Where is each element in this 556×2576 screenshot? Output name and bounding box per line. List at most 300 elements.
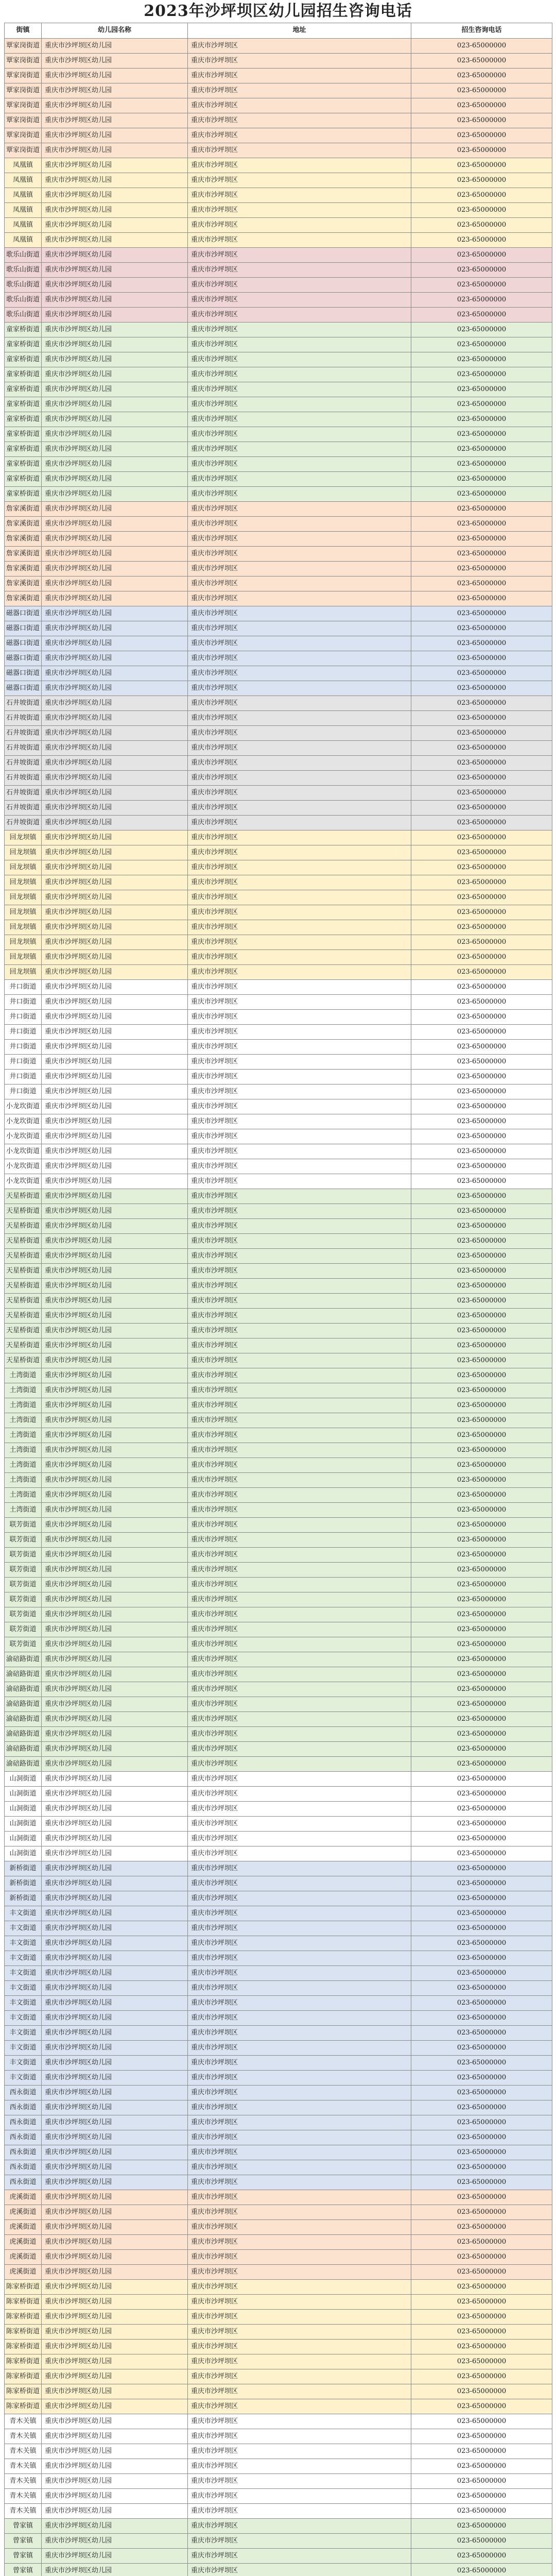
cell-address: 重庆市沙坪坝区 (188, 382, 411, 397)
cell-street: 丰文街道 (5, 1996, 42, 2010)
cell-street: 覃家岗街道 (5, 113, 42, 128)
cell-address: 重庆市沙坪坝区 (188, 2071, 411, 2085)
cell-name: 重庆市沙坪坝区幼儿园 (42, 1667, 188, 1682)
cell-name: 重庆市沙坪坝区幼儿园 (42, 2280, 188, 2294)
cell-street: 童家桥街道 (5, 442, 42, 456)
table-row (5, 1533, 552, 1548)
table-row (5, 1443, 552, 1458)
cell-name: 重庆市沙坪坝区幼儿园 (42, 39, 188, 53)
cell-phone: 023-65000000 (411, 472, 552, 486)
cell-name: 重庆市沙坪坝区幼儿园 (42, 397, 188, 412)
cell-name: 重庆市沙坪坝区幼儿园 (42, 1234, 188, 1248)
cell-phone: 023-65000000 (411, 845, 552, 860)
cell-name: 重庆市沙坪坝区幼儿园 (42, 621, 188, 636)
table-row (5, 1578, 552, 1592)
cell-name: 重庆市沙坪坝区幼儿园 (42, 1309, 188, 1323)
table-row (5, 965, 552, 980)
cell-name: 重庆市沙坪坝区幼儿园 (42, 1906, 188, 1921)
cell-street: 小龙坎街道 (5, 1159, 42, 1174)
cell-address: 重庆市沙坪坝区 (188, 2295, 411, 2309)
cell-street: 歌乐山街道 (5, 278, 42, 292)
table-row (5, 2444, 552, 2459)
cell-street: 天星桥街道 (5, 1294, 42, 1308)
cell-name: 重庆市沙坪坝区幼儿园 (42, 905, 188, 920)
cell-address: 重庆市沙坪坝区 (188, 2310, 411, 2324)
cell-address: 重庆市沙坪坝区 (188, 2564, 411, 2576)
cell-street: 石井坡街道 (5, 696, 42, 710)
table-row (5, 2399, 552, 2414)
cell-name: 重庆市沙坪坝区幼儿园 (42, 2041, 188, 2055)
cell-name: 重庆市沙坪坝区幼儿园 (42, 158, 188, 173)
table-row (5, 2145, 552, 2160)
cell-phone: 023-65000000 (411, 1802, 552, 1816)
cell-name: 重庆市沙坪坝区幼儿园 (42, 875, 188, 890)
cell-address: 重庆市沙坪坝区 (188, 2549, 411, 2563)
table-row (5, 1428, 552, 1443)
cell-name: 重庆市沙坪坝区幼儿园 (42, 203, 188, 217)
cell-phone: 023-65000000 (411, 2519, 552, 2533)
cell-address: 重庆市沙坪坝区 (188, 1518, 411, 1532)
table-row (5, 696, 552, 711)
cell-name: 重庆市沙坪坝区幼儿园 (42, 1832, 188, 1846)
table-row (5, 1592, 552, 1607)
cell-street: 童家桥街道 (5, 337, 42, 352)
cell-address: 重庆市沙坪坝区 (188, 995, 411, 1009)
table-row (5, 457, 552, 472)
cell-phone: 023-65000000 (411, 2086, 552, 2100)
cell-phone: 023-65000000 (411, 2280, 552, 2294)
cell-street: 歌乐山街道 (5, 308, 42, 322)
cell-name: 重庆市沙坪坝区幼儿园 (42, 1921, 188, 1936)
table-row (5, 1906, 552, 1921)
cell-street: 石井坡街道 (5, 726, 42, 740)
cell-name: 重庆市沙坪坝区幼儿园 (42, 1802, 188, 1816)
cell-street: 丰文街道 (5, 2071, 42, 2085)
cell-street: 土湾街道 (5, 1458, 42, 1472)
table-row (5, 2489, 552, 2504)
cell-phone: 023-65000000 (411, 562, 552, 576)
cell-street: 井口街道 (5, 1040, 42, 1054)
cell-phone: 023-65000000 (411, 786, 552, 800)
cell-street: 西永街道 (5, 2145, 42, 2160)
table-row (5, 1368, 552, 1383)
cell-phone: 023-65000000 (411, 1727, 552, 1741)
cell-name: 重庆市沙坪坝区幼儿园 (42, 367, 188, 382)
table-row (5, 2130, 552, 2145)
cell-address: 重庆市沙坪坝区 (188, 278, 411, 292)
cell-street: 童家桥街道 (5, 367, 42, 382)
header-phone: 招生咨询电话 (411, 23, 552, 38)
cell-phone: 023-65000000 (411, 2564, 552, 2576)
cell-address: 重庆市沙坪坝区 (188, 1727, 411, 1741)
cell-street: 山洞街道 (5, 1846, 42, 1861)
cell-street: 石井坡街道 (5, 741, 42, 755)
cell-phone: 023-65000000 (411, 1682, 552, 1697)
table-row (5, 935, 552, 950)
cell-street: 天星桥街道 (5, 1264, 42, 1278)
cell-name: 重庆市沙坪坝区幼儿园 (42, 113, 188, 128)
cell-phone: 023-65000000 (411, 128, 552, 143)
cell-phone: 023-65000000 (411, 1324, 552, 1338)
cell-name: 重庆市沙坪坝区幼儿园 (42, 547, 188, 561)
cell-street: 渝碚路街道 (5, 1742, 42, 1756)
cell-phone: 023-65000000 (411, 1055, 552, 1069)
cell-name: 重庆市沙坪坝区幼儿园 (42, 1055, 188, 1069)
cell-phone: 023-65000000 (411, 547, 552, 561)
table-row (5, 2265, 552, 2280)
cell-street: 磁器口街道 (5, 621, 42, 636)
cell-name: 重庆市沙坪坝区幼儿园 (42, 741, 188, 755)
table-row (5, 621, 552, 636)
cell-name: 重庆市沙坪坝区幼儿园 (42, 1563, 188, 1577)
cell-address: 重庆市沙坪坝区 (188, 143, 411, 158)
cell-name: 重庆市沙坪坝区幼儿园 (42, 1204, 188, 1218)
cell-street: 丰文街道 (5, 1921, 42, 1936)
cell-address: 重庆市沙坪坝区 (188, 323, 411, 337)
cell-phone: 023-65000000 (411, 2175, 552, 2190)
table-row (5, 263, 552, 278)
cell-name: 重庆市沙坪坝区幼儿园 (42, 1443, 188, 1458)
cell-address: 重庆市沙坪坝区 (188, 2280, 411, 2294)
cell-address: 重庆市沙坪坝区 (188, 1353, 411, 1368)
cell-address: 重庆市沙坪坝区 (188, 845, 411, 860)
cell-name: 重庆市沙坪坝区幼儿园 (42, 1652, 188, 1667)
cell-street: 渝碚路街道 (5, 1652, 42, 1667)
cell-phone: 023-65000000 (411, 1338, 552, 1353)
cell-address: 重庆市沙坪坝区 (188, 1966, 411, 1980)
cell-name: 重庆市沙坪坝区幼儿园 (42, 128, 188, 143)
cell-street: 凤凰镇 (5, 188, 42, 202)
cell-phone: 023-65000000 (411, 577, 552, 591)
cell-address: 重庆市沙坪坝区 (188, 1712, 411, 1726)
cell-street: 渝碚路街道 (5, 1712, 42, 1726)
table-row (5, 2429, 552, 2444)
cell-street: 詹家溪街道 (5, 547, 42, 561)
cell-street: 石井坡街道 (5, 711, 42, 725)
cell-street: 联芳街道 (5, 1637, 42, 1652)
cell-name: 重庆市沙坪坝区幼儿园 (42, 801, 188, 815)
header-address: 地址 (188, 23, 411, 38)
table-row (5, 188, 552, 203)
table-row (5, 577, 552, 591)
cell-address: 重庆市沙坪坝区 (188, 308, 411, 322)
cell-phone: 023-65000000 (411, 696, 552, 710)
cell-address: 重庆市沙坪坝区 (188, 1144, 411, 1159)
cell-address: 重庆市沙坪坝区 (188, 1921, 411, 1936)
header-street: 街镇 (5, 23, 42, 38)
table-row (5, 2160, 552, 2175)
table-row (5, 726, 552, 741)
cell-name: 重庆市沙坪坝区幼儿园 (42, 2100, 188, 2115)
cell-address: 重庆市沙坪坝区 (188, 188, 411, 202)
cell-phone: 023-65000000 (411, 980, 552, 994)
cell-phone: 023-65000000 (411, 1817, 552, 1831)
cell-address: 重庆市沙坪坝区 (188, 487, 411, 501)
cell-street: 陈家桥街道 (5, 2354, 42, 2369)
cell-address: 重庆市沙坪坝区 (188, 2399, 411, 2414)
cell-phone: 023-65000000 (411, 2399, 552, 2414)
table-row (5, 2220, 552, 2235)
table-row (5, 2384, 552, 2399)
cell-phone: 023-65000000 (411, 681, 552, 696)
cell-street: 西永街道 (5, 2086, 42, 2100)
cell-phone: 023-65000000 (411, 741, 552, 755)
table-row (5, 1084, 552, 1099)
cell-phone: 023-65000000 (411, 218, 552, 232)
cell-name: 重庆市沙坪坝区幼儿园 (42, 2474, 188, 2488)
cell-street: 磁器口街道 (5, 651, 42, 666)
table-row (5, 2295, 552, 2310)
cell-phone: 023-65000000 (411, 2071, 552, 2085)
cell-street: 曾家镇 (5, 2549, 42, 2563)
cell-name: 重庆市沙坪坝区幼儿园 (42, 1294, 188, 1308)
table-body (5, 39, 552, 2576)
table-row (5, 1234, 552, 1249)
cell-street: 山洞街道 (5, 1772, 42, 1786)
cell-name: 重庆市沙坪坝区幼儿园 (42, 1279, 188, 1293)
cell-phone: 023-65000000 (411, 1443, 552, 1458)
table-row (5, 1159, 552, 1174)
table-row (5, 293, 552, 308)
cell-name: 重庆市沙坪坝区幼儿园 (42, 2115, 188, 2130)
cell-phone: 023-65000000 (411, 771, 552, 785)
cell-street: 井口街道 (5, 1084, 42, 1099)
cell-phone: 023-65000000 (411, 1906, 552, 1921)
cell-address: 重庆市沙坪坝区 (188, 2369, 411, 2384)
cell-name: 重庆市沙坪坝区幼儿园 (42, 1264, 188, 1278)
cell-address: 重庆市沙坪坝区 (188, 2489, 411, 2503)
cell-address: 重庆市沙坪坝区 (188, 1996, 411, 2010)
table-row (5, 1757, 552, 1772)
cell-address: 重庆市沙坪坝区 (188, 1592, 411, 1607)
cell-street: 渝碚路街道 (5, 1682, 42, 1697)
table-row (5, 1622, 552, 1637)
table-row (5, 173, 552, 188)
cell-address: 重庆市沙坪坝区 (188, 905, 411, 920)
cell-address: 重庆市沙坪坝区 (188, 1578, 411, 1592)
cell-street: 回龙坝镇 (5, 950, 42, 964)
cell-phone: 023-65000000 (411, 2325, 552, 2339)
cell-name: 重庆市沙坪坝区幼儿园 (42, 382, 188, 397)
cell-phone: 023-65000000 (411, 1533, 552, 1547)
cell-phone: 023-65000000 (411, 1891, 552, 1906)
cell-address: 重庆市沙坪坝区 (188, 2534, 411, 2548)
cell-name: 重庆市沙坪坝区幼儿园 (42, 1099, 188, 1114)
cell-address: 重庆市沙坪坝区 (188, 591, 411, 606)
cell-street: 丰文街道 (5, 2026, 42, 2040)
cell-street: 天星桥街道 (5, 1338, 42, 1353)
cell-address: 重庆市沙坪坝区 (188, 2205, 411, 2219)
cell-street: 青木关镇 (5, 2429, 42, 2444)
cell-name: 重庆市沙坪坝区幼儿园 (42, 950, 188, 964)
cell-street: 井口街道 (5, 995, 42, 1009)
cell-street: 回龙坝镇 (5, 965, 42, 979)
table-row (5, 1413, 552, 1428)
cell-address: 重庆市沙坪坝区 (188, 1473, 411, 1487)
table-row (5, 1144, 552, 1159)
cell-street: 陈家桥街道 (5, 2280, 42, 2294)
cell-street: 青木关镇 (5, 2444, 42, 2459)
cell-phone: 023-65000000 (411, 427, 552, 442)
cell-phone: 023-65000000 (411, 2459, 552, 2473)
cell-street: 虎溪街道 (5, 2235, 42, 2249)
cell-address: 重庆市沙坪坝区 (188, 1832, 411, 1846)
table-row (5, 1040, 552, 1055)
cell-street: 凤凰镇 (5, 203, 42, 217)
cell-street: 渝碚路街道 (5, 1697, 42, 1711)
cell-address: 重庆市沙坪坝区 (188, 1891, 411, 1906)
cell-name: 重庆市沙坪坝区幼儿园 (42, 1070, 188, 1084)
cell-phone: 023-65000000 (411, 591, 552, 606)
cell-name: 重庆市沙坪坝区幼儿园 (42, 1607, 188, 1622)
cell-address: 重庆市沙坪坝区 (188, 1936, 411, 1951)
cell-phone: 023-65000000 (411, 2041, 552, 2055)
cell-phone: 023-65000000 (411, 1114, 552, 1129)
cell-address: 重庆市沙坪坝区 (188, 875, 411, 890)
cell-phone: 023-65000000 (411, 1578, 552, 1592)
table-row (5, 1981, 552, 1996)
table-row (5, 2280, 552, 2295)
cell-phone: 023-65000000 (411, 2220, 552, 2234)
cell-name: 重庆市沙坪坝区幼儿园 (42, 2026, 188, 2040)
cell-name: 重庆市沙坪坝区幼儿园 (42, 2534, 188, 2548)
cell-phone: 023-65000000 (411, 1936, 552, 1951)
cell-address: 重庆市沙坪坝区 (188, 965, 411, 979)
cell-name: 重庆市沙坪坝区幼儿园 (42, 1787, 188, 1801)
table-header-row (5, 23, 552, 39)
cell-name: 重庆市沙坪坝区幼儿园 (42, 1114, 188, 1129)
cell-phone: 023-65000000 (411, 1428, 552, 1443)
cell-street: 西永街道 (5, 2160, 42, 2175)
cell-street: 青木关镇 (5, 2474, 42, 2488)
cell-name: 重庆市沙坪坝区幼儿园 (42, 1189, 188, 1204)
cell-address: 重庆市沙坪坝区 (188, 1294, 411, 1308)
table-row (5, 1383, 552, 1398)
cell-address: 重庆市沙坪坝区 (188, 2235, 411, 2249)
cell-name: 重庆市沙坪坝区幼儿园 (42, 1324, 188, 1338)
cell-address: 重庆市沙坪坝区 (188, 1787, 411, 1801)
cell-address: 重庆市沙坪坝区 (188, 2459, 411, 2473)
table-row (5, 1817, 552, 1832)
cell-street: 西永街道 (5, 2115, 42, 2130)
cell-address: 重庆市沙坪坝区 (188, 2220, 411, 2234)
table-row (5, 502, 552, 517)
table-row (5, 1772, 552, 1787)
table-row (5, 128, 552, 143)
cell-street: 天星桥街道 (5, 1353, 42, 1368)
cell-phone: 023-65000000 (411, 2190, 552, 2205)
table-row (5, 1338, 552, 1353)
cell-address: 重庆市沙坪坝区 (188, 1189, 411, 1204)
cell-phone: 023-65000000 (411, 1040, 552, 1054)
table-row (5, 1279, 552, 1294)
cell-phone: 023-65000000 (411, 2534, 552, 2548)
cell-street: 土湾街道 (5, 1473, 42, 1487)
table-row (5, 1398, 552, 1413)
table-row (5, 233, 552, 248)
cell-address: 重庆市沙坪坝区 (188, 1951, 411, 1965)
cell-name: 重庆市沙坪坝区幼儿园 (42, 2444, 188, 2459)
cell-address: 重庆市沙坪坝区 (188, 2130, 411, 2145)
table-row (5, 1891, 552, 1906)
table-row (5, 1518, 552, 1533)
table-row (5, 367, 552, 382)
table-row (5, 397, 552, 412)
cell-name: 重庆市沙坪坝区幼儿园 (42, 143, 188, 158)
cell-name: 重庆市沙坪坝区幼儿园 (42, 2071, 188, 2085)
cell-name: 重庆市沙坪坝区幼儿园 (42, 54, 188, 68)
table-row (5, 2564, 552, 2576)
cell-street: 土湾街道 (5, 1413, 42, 1428)
cell-name: 重庆市沙坪坝区幼儿园 (42, 696, 188, 710)
table-row (5, 2459, 552, 2474)
cell-street: 联芳街道 (5, 1622, 42, 1637)
cell-name: 重庆市沙坪坝区幼儿园 (42, 666, 188, 681)
cell-phone: 023-65000000 (411, 1832, 552, 1846)
cell-street: 曾家镇 (5, 2564, 42, 2576)
cell-street: 丰文街道 (5, 1951, 42, 1965)
table-row (5, 1607, 552, 1622)
cell-street: 歌乐山街道 (5, 248, 42, 262)
table-row (5, 2369, 552, 2384)
table-row (5, 2310, 552, 2325)
cell-street: 凤凰镇 (5, 218, 42, 232)
cell-phone: 023-65000000 (411, 1981, 552, 1995)
table-row (5, 98, 552, 113)
cell-name: 重庆市沙坪坝区幼儿园 (42, 1413, 188, 1428)
table-row (5, 1010, 552, 1025)
cell-address: 重庆市沙坪坝区 (188, 1428, 411, 1443)
cell-street: 曾家镇 (5, 2519, 42, 2533)
table-row (5, 2519, 552, 2534)
cell-address: 重庆市沙坪坝区 (188, 2160, 411, 2175)
cell-name: 重庆市沙坪坝区幼儿园 (42, 2145, 188, 2160)
table-row (5, 2549, 552, 2564)
cell-address: 重庆市沙坪坝区 (188, 1324, 411, 1338)
cell-street: 丰文街道 (5, 1906, 42, 1921)
cell-street: 小龙坎街道 (5, 1114, 42, 1129)
cell-street: 陈家桥街道 (5, 2340, 42, 2354)
cell-street: 覃家岗街道 (5, 128, 42, 143)
cell-name: 重庆市沙坪坝区幼儿园 (42, 532, 188, 546)
cell-street: 回龙坝镇 (5, 845, 42, 860)
table-row (5, 1264, 552, 1279)
cell-street: 天星桥街道 (5, 1234, 42, 1248)
cell-address: 重庆市沙坪坝区 (188, 397, 411, 412)
cell-phone: 023-65000000 (411, 1309, 552, 1323)
cell-phone: 023-65000000 (411, 1637, 552, 1652)
cell-name: 重庆市沙坪坝区幼儿园 (42, 1428, 188, 1443)
cell-address: 重庆市沙坪坝区 (188, 562, 411, 576)
cell-address: 重庆市沙坪坝区 (188, 2250, 411, 2264)
cell-phone: 023-65000000 (411, 1458, 552, 1472)
table-row (5, 547, 552, 562)
cell-address: 重庆市沙坪坝区 (188, 950, 411, 964)
cell-name: 重庆市沙坪坝区幼儿园 (42, 1368, 188, 1383)
cell-phone: 023-65000000 (411, 1353, 552, 1368)
cell-name: 重庆市沙坪坝区幼儿园 (42, 726, 188, 740)
table-row (5, 651, 552, 666)
cell-street: 詹家溪街道 (5, 591, 42, 606)
table-row (5, 771, 552, 786)
cell-street: 小龙坎街道 (5, 1129, 42, 1144)
table-row (5, 69, 552, 83)
cell-phone: 023-65000000 (411, 2160, 552, 2175)
cell-name: 重庆市沙坪坝区幼儿园 (42, 2205, 188, 2219)
table-row (5, 2340, 552, 2354)
table-row (5, 2071, 552, 2086)
cell-phone: 023-65000000 (411, 1652, 552, 1667)
